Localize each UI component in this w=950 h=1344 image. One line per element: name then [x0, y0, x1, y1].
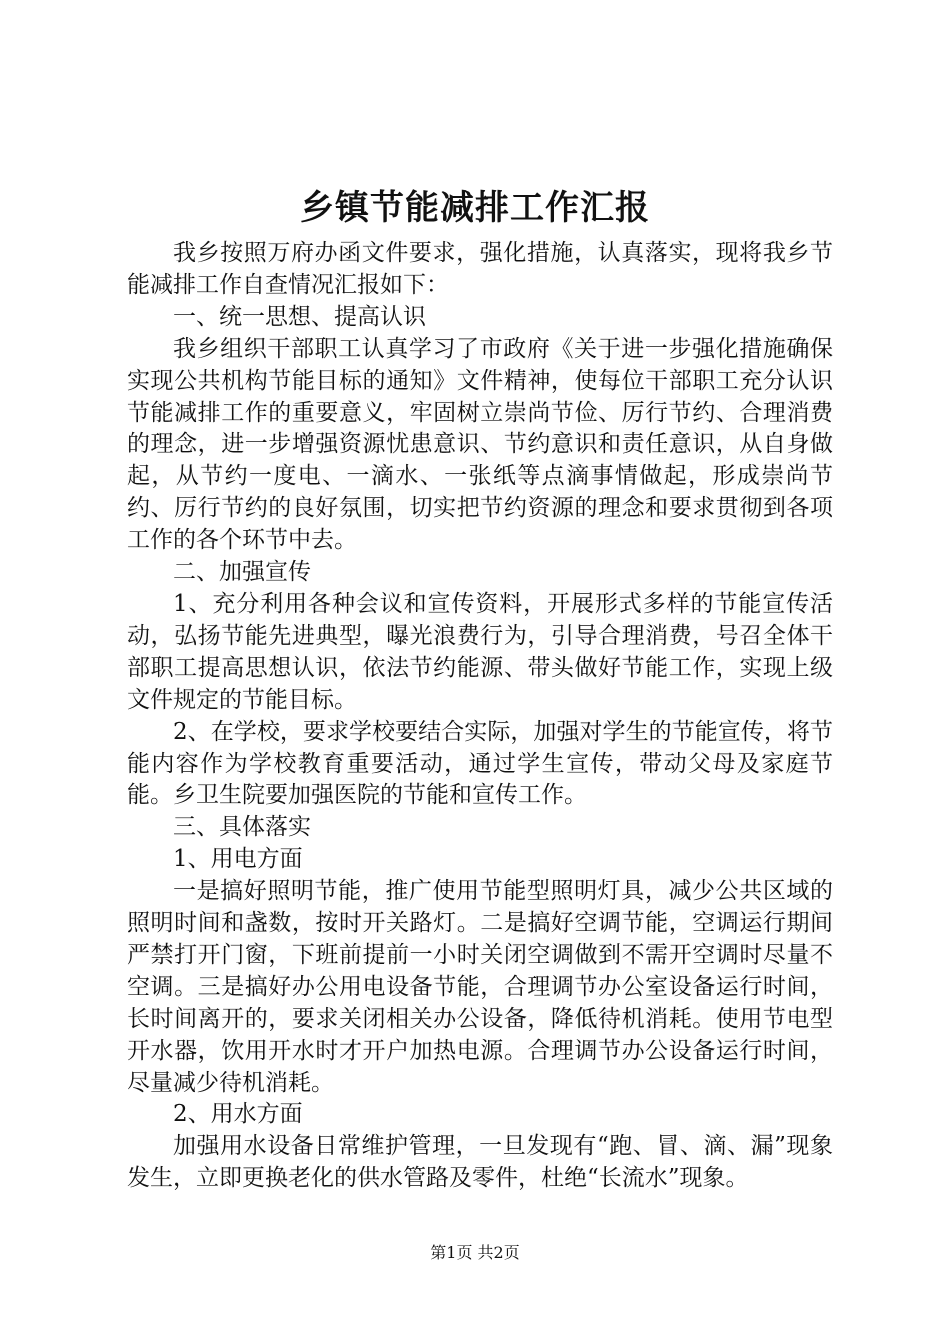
page-number-footer: 第1页 共2页 [430, 1243, 520, 1262]
document-body [127, 238, 833, 1195]
document-title: 乡镇节能减排工作汇报 [300, 188, 650, 228]
heading-section-1: 一、统一思想、提高认识 [173, 303, 426, 330]
paragraph-electricity: 一是搞好照明节能，推广使用节能型照明灯具，减少公共区域的照明时间和盏数，按时开关路灯。二是搞好空调节能，空调运行期间严禁打开门窗，下班前提前一小时关闭空调做到不需开空调时尽量不空调。三是搞好办公用电设备节能，合理调节办公室设备运行时间，长时间离开的，要求关闭相关办公设备，降低待机消耗。使用节电型开水器，饮用开水时才开户加热电源。合理调节办公设备运行时间，尽量减少待机消耗。 [127, 878, 833, 1096]
subheading-electricity: 1、用电方面 [173, 846, 303, 873]
paragraph-intro: 我乡按照万府办函文件要求，强化措施，认真落实，现将我乡节能减排工作自查情况汇报如下： [127, 240, 833, 298]
paragraph-publicity-2: 2、在学校，要求学校要结合实际，加强对学生的节能宣传，将节能内容作为学校教育重要活动，通过学生宣传，带动父母及家庭节能。乡卫生院要加强医院的节能和宣传工作。 [127, 718, 833, 809]
paragraph-publicity-1: 1、充分利用各种会议和宣传资料，开展形式多样的节能宣传活动，弘扬节能先进典型，曝光浪费行为，引导合理消费，号召全体干部职工提高思想认识，依法节约能源、带头做好节能工作，实现上级文件规定的节能目标。 [127, 590, 833, 713]
subheading-water: 2、用水方面 [173, 1101, 303, 1128]
paragraph-water: 加强用水设备日常维护管理，一旦发现有“跑、冒、滴、漏”现象发生，立即更换老化的供水管路及零件，杜绝“长流水”现象。 [127, 1133, 833, 1192]
heading-section-3: 三、具体落实 [173, 814, 311, 841]
heading-section-2: 二、加强宣传 [173, 559, 311, 586]
paragraph-section-1: 我乡组织干部职工认真学习了市政府《关于进一步强化措施确保实现公共机构节能目标的通知》文件精神，使每位干部职工充分认识节能减排工作的重要意义，牢固树立崇尚节俭、厉行节约、合理消费的理念，进一步增强资源忧患意识、节约意识和责任意识，从自身做起，从节约一度电、一滴水、一张纸等点滴事情做起，形成崇尚节约、厉行节约的良好氛围，切实把节约资源的理念和要求贯彻到各项工作的各个环节中去。 [127, 335, 833, 554]
